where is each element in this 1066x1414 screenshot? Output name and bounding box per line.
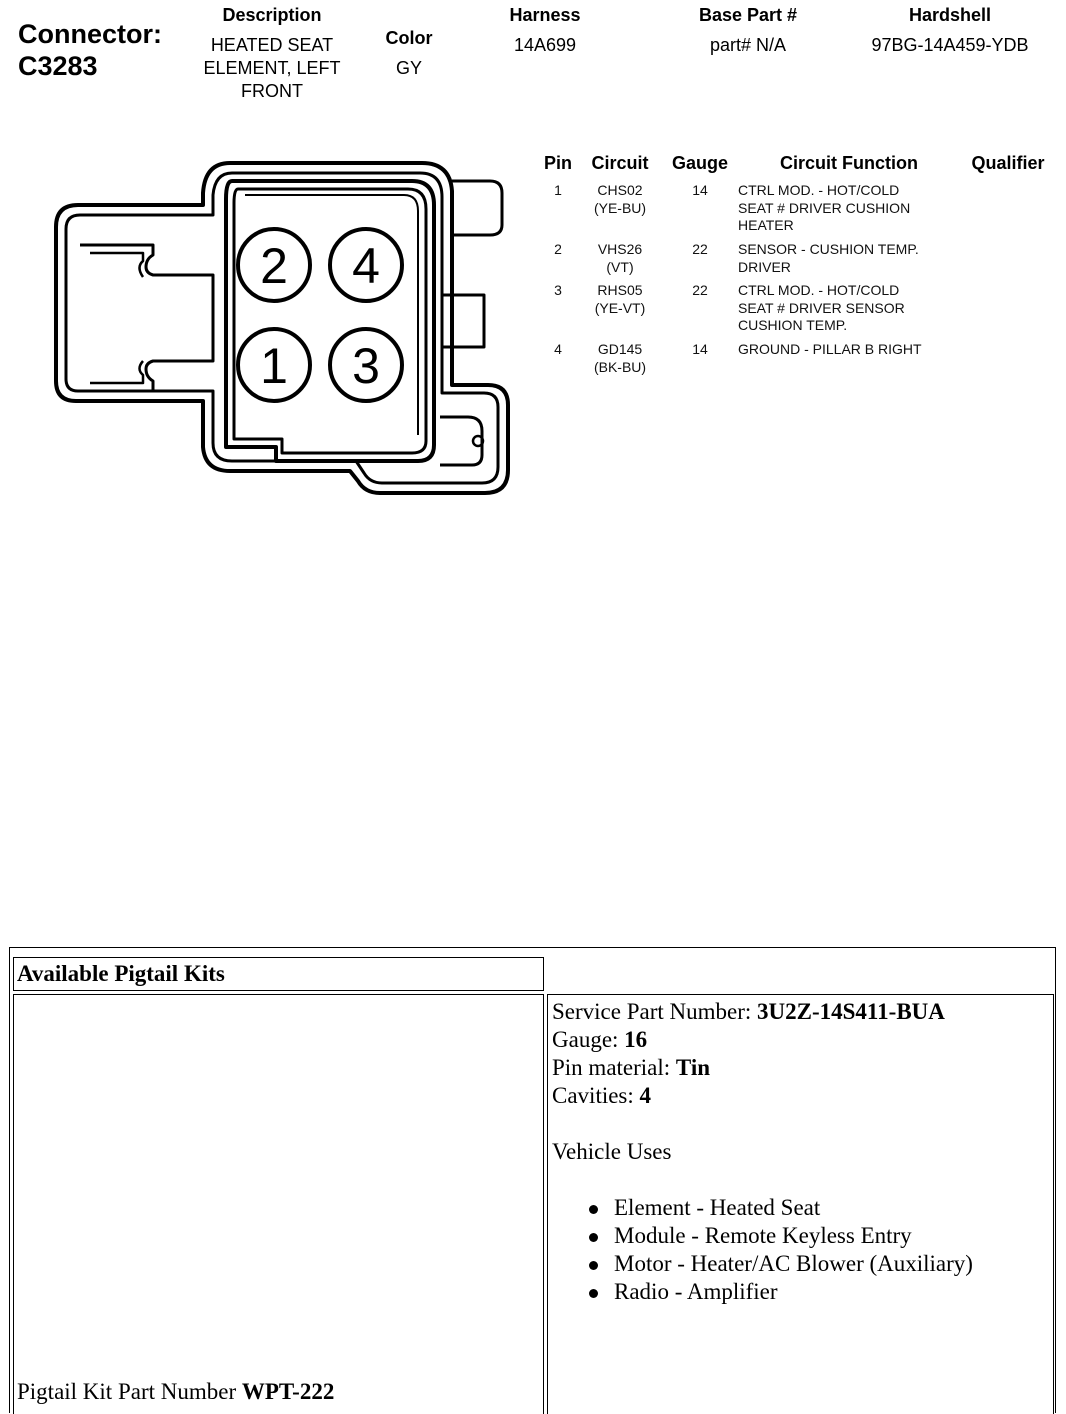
vehicle-uses-label: Vehicle Uses — [552, 1139, 672, 1164]
function-line: GROUND - PILLAR B RIGHT — [738, 341, 922, 357]
connector-id: C3283 — [18, 51, 98, 81]
function-line: CTRL MOD. - HOT/COLD — [738, 282, 900, 298]
circuit-id: GD145 — [597, 341, 643, 357]
row-pin: 2 — [554, 241, 562, 257]
function-line: SEAT # DRIVER SENSOR — [738, 299, 905, 316]
function-line: HEATER — [738, 217, 794, 233]
row-function — [738, 182, 958, 235]
connector-label: Connector: — [18, 19, 162, 49]
vehicle-use-item: Module - Remote Keyless Entry — [552, 1222, 973, 1250]
function-col-header: Circuit Function — [780, 153, 918, 173]
vehicle-use-item: Element - Heated Seat — [552, 1194, 973, 1222]
connector-title — [18, 18, 162, 82]
row-pin: 4 — [554, 341, 562, 357]
pin-number: 4 — [352, 238, 380, 294]
cavities-label: Cavities: — [552, 1083, 634, 1108]
pin-material — [552, 1054, 973, 1082]
pin-cavity — [330, 329, 402, 401]
hardshell-value: 97BG-14A459-YDB — [871, 35, 1029, 55]
function-line: CUSHION TEMP. — [738, 317, 848, 333]
row-gauge: 22 — [692, 241, 708, 257]
vehicle-use-item: Motor - Heater/AC Blower (Auxiliary) — [552, 1250, 973, 1278]
base-part-value: part# N/A — [709, 35, 787, 55]
latch-left-inner — [90, 253, 143, 383]
pigtail-details — [552, 998, 973, 1306]
gauge-value: 16 — [624, 1027, 648, 1052]
row-gauge: 22 — [692, 282, 708, 298]
gauge-col-header: Gauge — [671, 153, 728, 173]
tab-right-top — [452, 181, 502, 235]
cavity-body-outline — [226, 181, 434, 461]
row-circuit — [582, 241, 658, 276]
qualifier-col-header: Qualifier — [971, 153, 1045, 173]
harness-header: Harness — [509, 5, 581, 25]
pigtail-title: Available Pigtail Kits — [17, 961, 225, 986]
latch-left — [80, 245, 213, 391]
pin-number: 1 — [260, 338, 288, 394]
service-part-label: Service Part Number: — [552, 999, 752, 1024]
pin-col-header: Pin — [543, 153, 572, 173]
row-function — [738, 282, 958, 335]
function-line: CTRL MOD. - HOT/COLD — [738, 182, 900, 198]
circuit-id: RHS05 — [597, 282, 643, 298]
row-gauge: 14 — [692, 341, 708, 357]
pigtail-kit-number: WPT-222 — [241, 1379, 335, 1404]
row-circuit — [582, 182, 658, 217]
wire-color: (BK-BU) — [593, 358, 647, 375]
harness-value: 14A699 — [513, 35, 577, 55]
row-circuit — [582, 341, 658, 376]
row-gauge: 14 — [692, 182, 708, 198]
row-circuit — [582, 282, 658, 317]
pin-cavity — [330, 229, 402, 301]
pin-material-value: Tin — [675, 1055, 711, 1080]
pigtail-title-cell — [13, 957, 544, 991]
function-line: SEAT # DRIVER CUSHION — [738, 199, 911, 216]
pin-material-label: Pin material: — [552, 1055, 671, 1080]
vehicle-use-item: Radio - Amplifier — [552, 1278, 973, 1306]
function-line: DRIVER — [738, 258, 791, 275]
row-pin: 3 — [554, 282, 562, 298]
pigtail-kit-label: Pigtail Kit Part Number — [17, 1379, 237, 1404]
connector-face-diagram — [50, 155, 520, 505]
row-pin: 1 — [554, 182, 562, 198]
pigtail-details-cell — [547, 994, 1054, 1414]
color-value: GY — [395, 58, 422, 78]
pin-cavity — [238, 329, 310, 401]
wire-color: (VT) — [606, 258, 634, 275]
description-header: Description — [222, 5, 322, 25]
pigtail-kit-part-number — [17, 1378, 334, 1406]
description-value — [172, 34, 372, 103]
wire-color: (YE-BU) — [593, 199, 647, 216]
description-line: ELEMENT, LEFT — [203, 58, 341, 78]
row-function — [738, 241, 958, 276]
pin-number: 2 — [260, 238, 288, 294]
row-function — [738, 341, 958, 359]
pin-number: 3 — [352, 338, 380, 394]
circuit-id: VHS26 — [597, 241, 643, 257]
function-line: SENSOR - CUSHION TEMP. — [738, 241, 919, 257]
wire-color: (YE-VT) — [594, 299, 646, 316]
hardshell-header: Hardshell — [908, 5, 992, 25]
gauge-label: Gauge: — [552, 1027, 619, 1052]
pigtail-image-cell — [13, 994, 544, 1414]
service-part-number — [552, 998, 973, 1026]
description-line: FRONT — [241, 81, 303, 101]
cavities — [552, 1082, 973, 1110]
circuit-id: CHS02 — [597, 182, 643, 198]
vehicle-uses-list — [552, 1194, 973, 1306]
circuit-col-header: Circuit — [591, 153, 649, 173]
keying-corner — [440, 417, 482, 465]
gauge — [552, 1026, 973, 1054]
service-part-value: 3U2Z-14S411-BUA — [757, 999, 945, 1024]
color-header: Color — [385, 28, 433, 48]
tab-right-mid — [442, 295, 484, 347]
description-line: HEATED SEAT — [210, 35, 334, 55]
pin-cavity — [238, 229, 310, 301]
cavity-body-inline — [234, 189, 426, 453]
base-part-header: Base Part # — [698, 5, 798, 25]
cavities-value: 4 — [639, 1083, 652, 1108]
